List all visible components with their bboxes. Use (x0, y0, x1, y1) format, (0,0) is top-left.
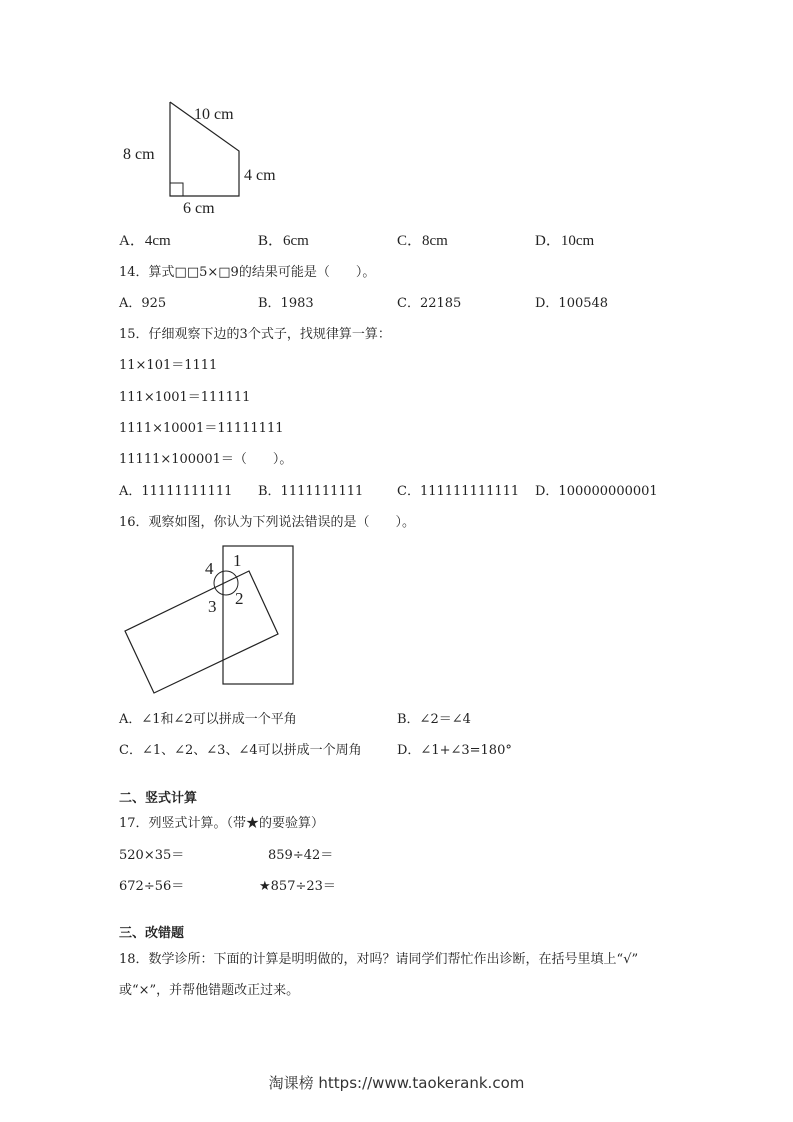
q14-option-c[interactable]: C．22185 (397, 296, 462, 311)
q16-stem: 16．观察如图，你认为下列说法错误的是（ ）。 (119, 515, 416, 530)
q17-expr-1: 520×35＝ (119, 848, 185, 863)
q17-expr-4: ★857÷23＝ (259, 879, 336, 894)
trapezoid-figure (110, 95, 310, 220)
angle-label-2: 2 (235, 589, 244, 608)
q13-option-a[interactable]: A．4cm (119, 233, 171, 249)
q16-option-d[interactable]: D．∠1+∠3=180° (397, 743, 512, 758)
q15-line-3: 1111×10001＝11111111 (119, 421, 284, 436)
q13-option-c[interactable]: C．8cm (397, 233, 448, 249)
q17-expr-2: 859÷42＝ (268, 848, 334, 863)
q15-option-d[interactable]: D．100000000001 (535, 484, 658, 499)
q15-option-b[interactable]: B．1111111111 (258, 484, 364, 499)
q14-option-b[interactable]: B．1983 (258, 296, 314, 311)
q14-stem: 14．算式□□5×□9的结果可能是（ ）。 (119, 265, 376, 280)
q13-option-b[interactable]: B．6cm (258, 233, 309, 249)
q15-option-c[interactable]: C．111111111111 (397, 484, 520, 499)
q18-line-1: 18．数学诊所：下面的计算是明明做的，对吗？请同学们帮忙作出诊断，在括号里填上“√” (119, 952, 639, 967)
trapezoid-left-label: 8 cm (123, 146, 155, 163)
q15-line-1: 11×101＝1111 (119, 358, 218, 373)
section-3-title: 三、改错题 (119, 926, 185, 941)
section-2-title: 二、竖式计算 (119, 791, 198, 806)
q16-option-a[interactable]: A．∠1和∠2可以拼成一个平角 (119, 712, 297, 727)
angles-figure (110, 540, 310, 700)
footer-watermark[interactable]: 淘课榜 https://www.taokerank.com (268, 1074, 525, 1092)
q17-expr-3: 672÷56＝ (119, 879, 185, 894)
q14-option-a[interactable]: A．925 (119, 296, 167, 311)
angle-label-1: 1 (233, 551, 242, 570)
angle-label-4: 4 (205, 559, 214, 578)
q18-line-2: 或“×”，并帮他错题改正过来。 (119, 983, 300, 998)
q17-stem: 17．列竖式计算。（带★的要验算） (119, 816, 325, 831)
q13-option-d[interactable]: D．10cm (535, 233, 595, 249)
q15-option-a[interactable]: A．11111111111 (119, 484, 233, 499)
q16-option-b[interactable]: B．∠2＝∠4 (397, 712, 471, 727)
q15-line-2: 111×1001＝111111 (119, 390, 251, 405)
q16-option-c[interactable]: C．∠1、∠2、∠3、∠4可以拼成一个周角 (119, 743, 362, 758)
q14-option-d[interactable]: D．100548 (535, 296, 609, 311)
angle-label-3: 3 (208, 597, 217, 616)
q15-stem: 15．仔细观察下边的3个式子，找规律算一算： (119, 327, 391, 342)
q15-line-4: 11111×100001＝（ ）。 (119, 452, 293, 467)
trapezoid-bottom-label: 6 cm (183, 200, 215, 217)
trapezoid-right-label: 4 cm (244, 167, 276, 184)
trapezoid-top-label: 10 cm (194, 106, 234, 123)
